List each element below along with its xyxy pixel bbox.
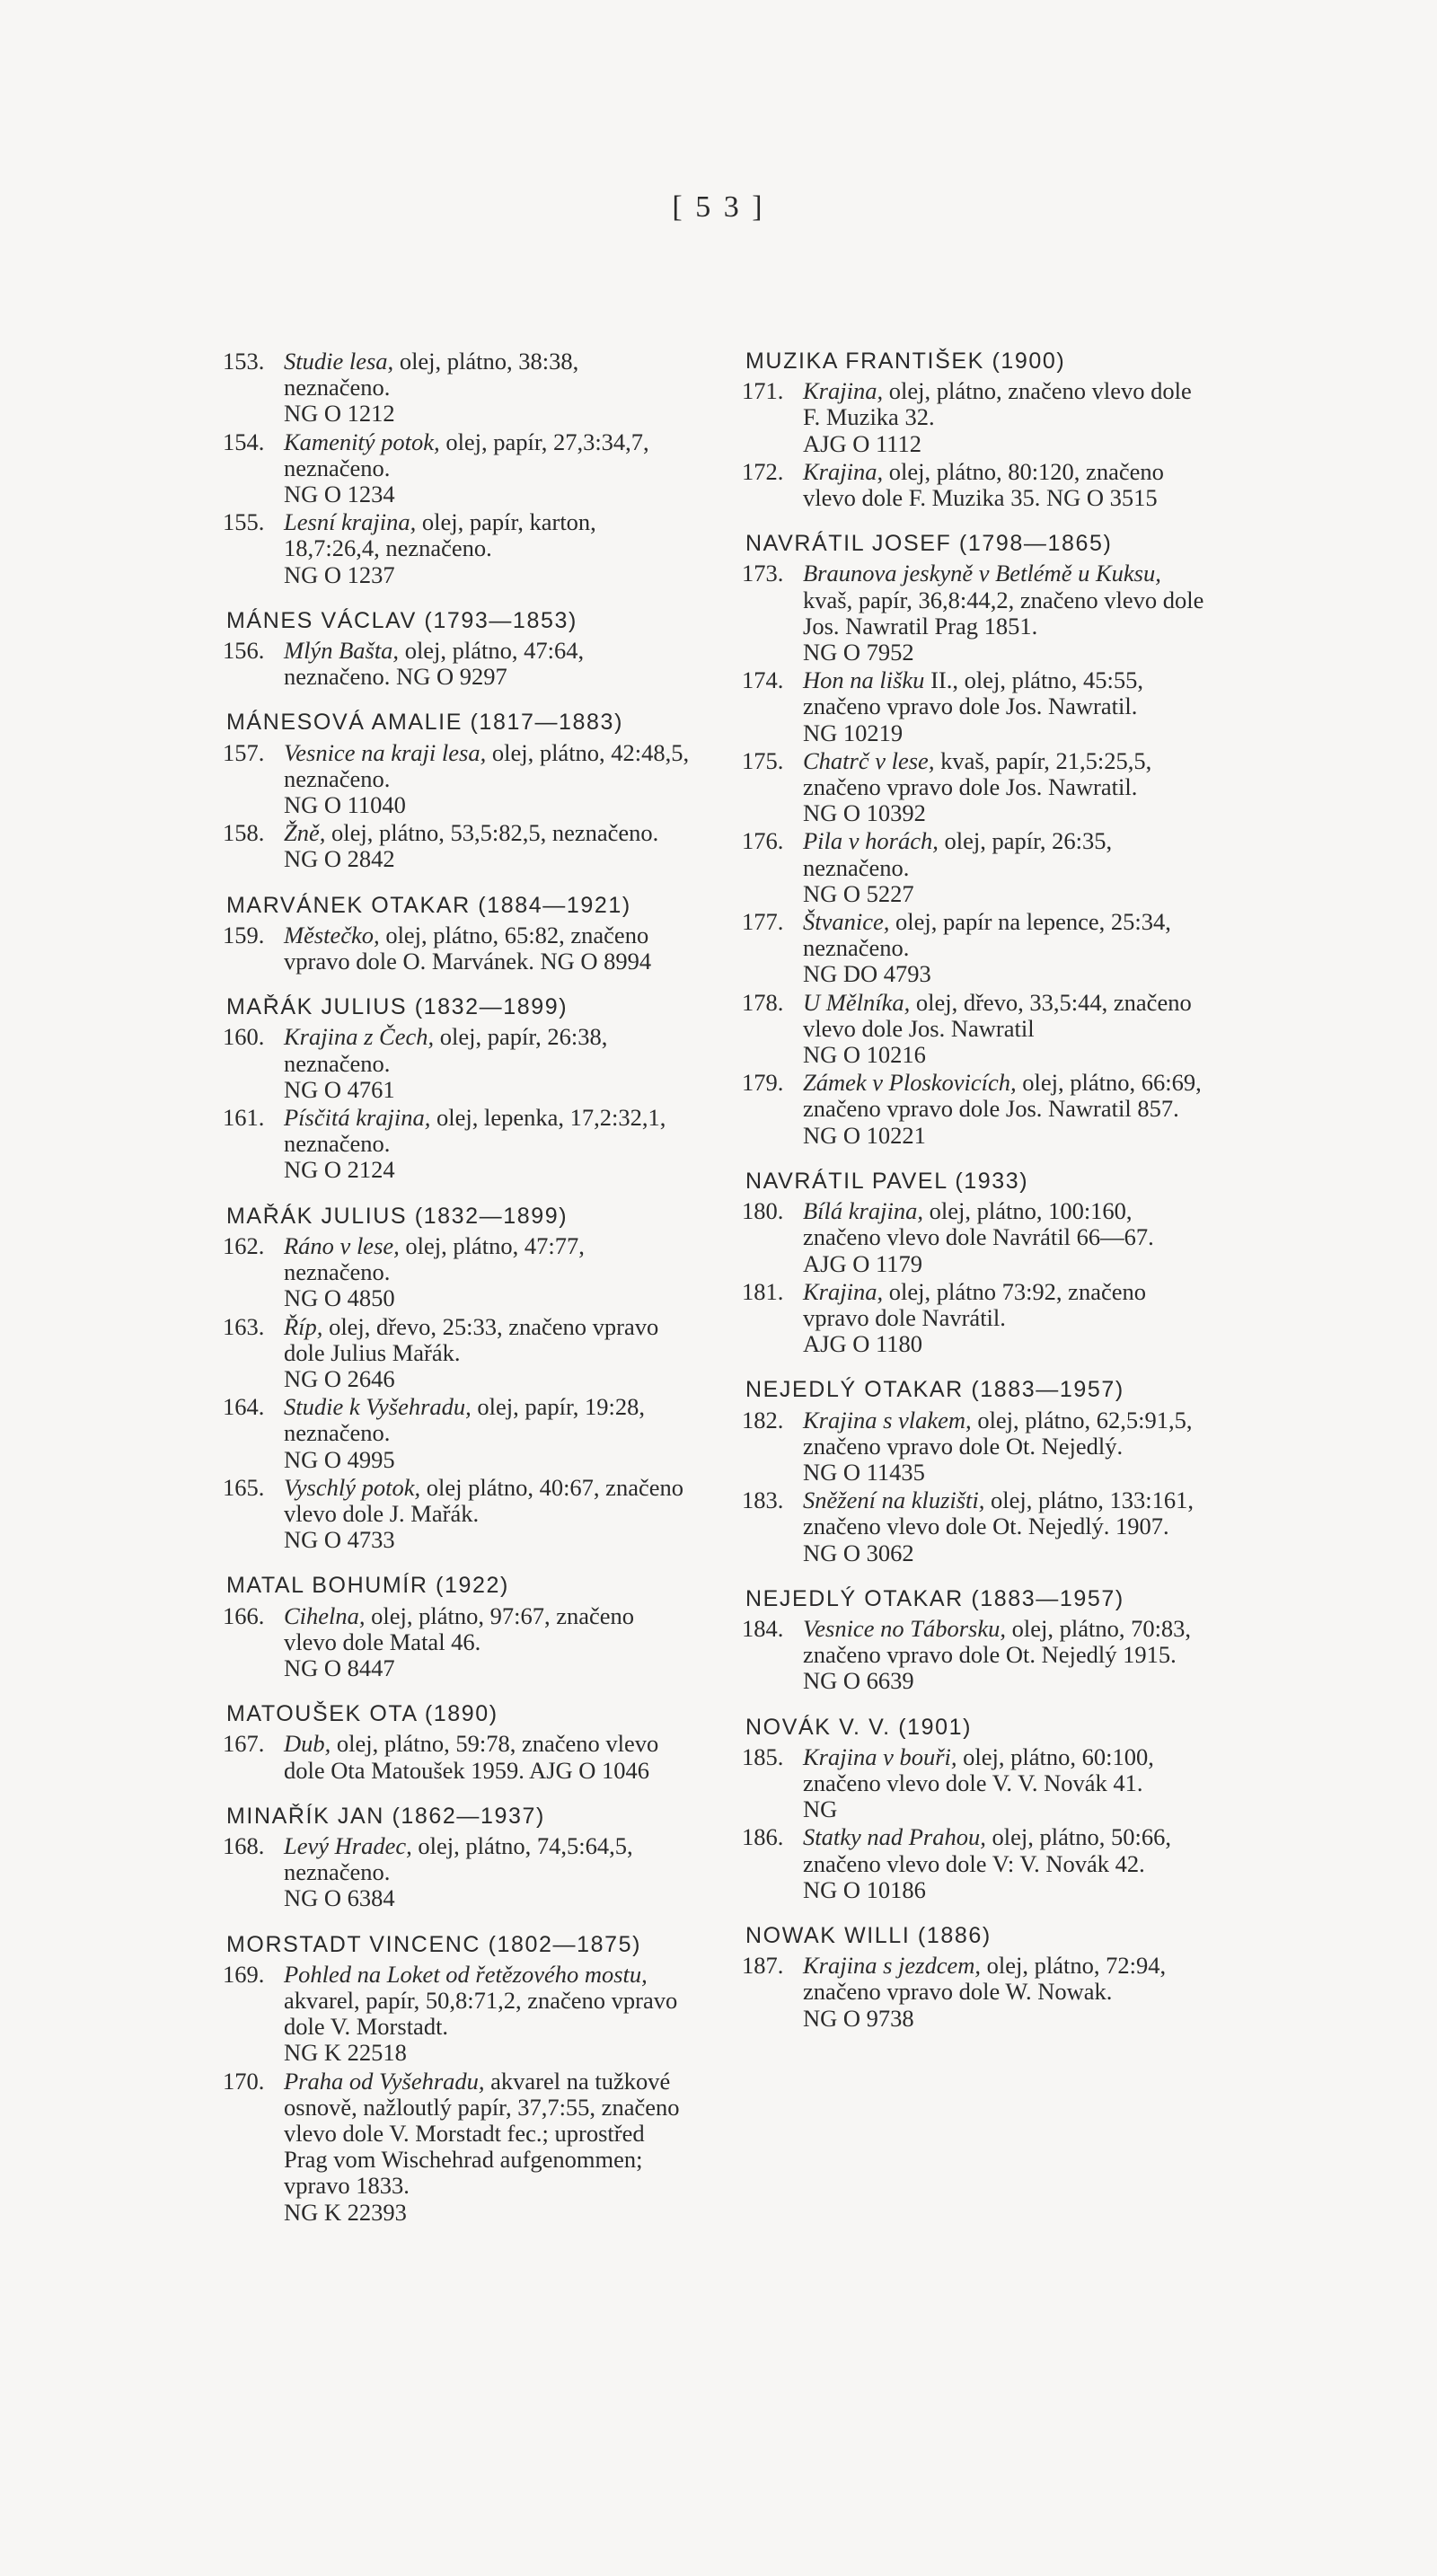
artwork-details: olej, papír na lepence, 25:34, neznačeno. (803, 908, 1171, 962)
catalog-entry (223, 740, 690, 819)
entry-body (803, 1953, 1209, 2032)
artwork-details: olej, plátno, 72:94, značeno vpravo dole W. Nowak. (803, 1952, 1167, 2006)
artwork-details: olej, plátno, 74,5:64,5, neznačeno. (284, 1831, 633, 1886)
artwork-details: olej, papír, 27,3:34,7, neznačeno. (284, 428, 649, 481)
catalog-entry (742, 748, 1209, 827)
inventory-number: NG O 1212 (284, 400, 395, 428)
entry-body (284, 1233, 690, 1312)
inventory-number: NG O 4995 (284, 1445, 395, 1473)
inventory-number: NG O 8447 (284, 1654, 395, 1681)
inventory-number: NG K 22393 (284, 2198, 407, 2226)
artist-heading: NAVRÁTIL JOSEF (1798—1865) (745, 531, 1113, 557)
entry-number: 180. (742, 1197, 784, 1225)
artist-heading: MATOUŠEK OTA (1890) (226, 1701, 498, 1727)
inventory-number: AJG O 1180 (803, 1330, 922, 1358)
artwork-details: olej, plátno, 133:161, značeno vlevo dole Ot. Nejedlý. 1907. (803, 1486, 1195, 1540)
artwork-details: olej, plátno, 97:67, značeno vlevo dole Matal 46. (284, 1601, 635, 1655)
entry-number: 173. (742, 560, 784, 587)
page-number: [ 5 3 ] (672, 190, 765, 224)
entry-number: 166. (223, 1601, 265, 1629)
entry-number: 183. (742, 1486, 784, 1514)
artist-heading: MAŘÁK JULIUS (1832—1899) (226, 994, 569, 1020)
entry-body (803, 667, 1209, 746)
artist-heading: NAVRÁTIL PAVEL (1933) (745, 1168, 1029, 1194)
artwork-details: olej, plátno, 59:78, značeno vlevo dole Ota Matoušek 1959. AJG O 1046 (284, 1730, 659, 1784)
artwork-title: Cihelna, (284, 1601, 366, 1629)
inventory-number: NG O 11040 (284, 791, 406, 819)
catalog-entry (742, 1070, 1209, 1149)
catalog-entry (742, 990, 1209, 1069)
entry-body (284, 820, 690, 872)
inventory-number: AJG O 1179 (803, 1249, 922, 1277)
catalog-entry (223, 1731, 690, 1783)
inventory-number: NG O 6384 (284, 1884, 395, 1912)
artist-heading: MÁNESOVÁ AMALIE (1817—1883) (226, 710, 623, 736)
artwork-details: olej, plátno, 66:69, značeno vpravo dole Jos. Nawratil 857. (803, 1069, 1202, 1123)
entry-number: 168. (223, 1831, 265, 1859)
catalog-entry (742, 560, 1209, 666)
artwork-title: Kamenitý potok, (284, 428, 440, 455)
artwork-details: olej, plátno, 70:83, značeno vpravo dole Ot. Nejedlý 1915. (803, 1614, 1192, 1669)
entry-body (803, 748, 1209, 827)
entry-number: 164. (223, 1393, 265, 1421)
entry-body (284, 1314, 690, 1393)
catalog-entry (742, 1744, 1209, 1823)
entry-body (803, 1824, 1209, 1903)
entry-body (284, 1105, 690, 1184)
entry-number: 159. (223, 921, 265, 948)
catalog-entry (742, 909, 1209, 988)
inventory-number: NG O 6639 (803, 1667, 914, 1695)
entry-number: 165. (223, 1473, 265, 1501)
catalog-entry (223, 1233, 690, 1312)
artist-heading: MUZIKA FRANTIŠEK (1900) (745, 348, 1066, 374)
artwork-details: akvarel na tužkové osnově, nažloutlý papír, 37,7:55, značeno vlevo dole V. Morstadt fec.; uprostřed Prag vom Wischehrad aufgenommen; vpravo 1833. (284, 2067, 680, 2200)
inventory-number: NG O 10186 (803, 1875, 926, 1903)
entry-number: 177. (742, 908, 784, 936)
inventory-number: NG O 1234 (284, 481, 395, 508)
artwork-details: olej, dřevo, 33,5:44, značeno vlevo dole Jos. Nawratil (803, 988, 1192, 1042)
catalog-entry (742, 378, 1209, 457)
artwork-title: Studie k Vyšehradu, (284, 1393, 472, 1421)
inventory-number: NG O 1237 (284, 560, 395, 588)
artwork-title: Chatrč v lese, (803, 746, 935, 774)
entry-body (803, 1070, 1209, 1149)
artwork-title: Hon na lišku (803, 666, 925, 694)
artwork-details: olej, plátno 73:92, značeno vpravo dole Navrátil. (803, 1277, 1146, 1331)
entry-body (803, 1487, 1209, 1566)
artwork-details: olej, papír, 26:35, neznačeno. (803, 827, 1113, 881)
entry-number: 184. (742, 1614, 784, 1642)
entry-body (803, 1744, 1209, 1823)
catalog-entry (742, 459, 1209, 511)
catalog-entry (742, 1616, 1209, 1695)
inventory-number: NG O 5227 (803, 879, 914, 907)
artwork-details: akvarel, papír, 50,8:71,2, značeno vpravo dole V. Morstadt. (284, 1986, 678, 2041)
artwork-title: Mlýn Bašta, (284, 637, 400, 665)
artwork-details: olej, plátno, 62,5:91,5, značeno vpravo dole Ot. Nejedlý. (803, 1406, 1193, 1460)
catalog-entry (742, 828, 1209, 907)
catalog-entry (223, 2069, 690, 2226)
entry-body (803, 1407, 1209, 1486)
entry-body (284, 2069, 690, 2226)
catalog-entry (223, 1475, 690, 1554)
entry-body (284, 1394, 690, 1473)
artwork-title: Statky nad Prahou, (803, 1823, 986, 1851)
catalog-entry (223, 348, 690, 428)
entry-body (284, 1475, 690, 1554)
entry-number: 167. (223, 1730, 265, 1758)
artwork-title: Říp, (284, 1312, 323, 1340)
artwork-details: olej, dřevo, 25:33, značeno vpravo dole Julius Mařák. (284, 1312, 659, 1366)
artwork-title: Zámek v Ploskovicích, (803, 1069, 1017, 1097)
artwork-title: Lesní krajina, (284, 508, 417, 536)
right-column (742, 348, 1209, 2033)
inventory-number: NG O 11435 (803, 1458, 925, 1486)
artwork-title: Písčitá krajina, (284, 1104, 431, 1132)
artwork-details: olej, plátno, 65:82, značeno vpravo dole O. Marvánek. NG O 8994 (284, 921, 652, 975)
artwork-details: olej plátno, 40:67, značeno vlevo dole J. Mařák. (284, 1473, 683, 1527)
entry-number: 179. (742, 1069, 784, 1097)
catalog-entry (742, 1279, 1209, 1358)
artwork-details: olej, plátno, 47:77, neznačeno. (284, 1231, 585, 1286)
entry-body (284, 740, 690, 819)
inventory-number: NG K 22518 (284, 2039, 407, 2067)
artwork-details: olej, plátno, 53,5:82,5, neznačeno. NG O 2842 (284, 819, 659, 873)
inventory-number: NG O 9738 (803, 2004, 914, 2032)
entry-number: 163. (223, 1312, 265, 1340)
artist-heading: MORSTADT VINCENC (1802—1875) (226, 1931, 642, 1957)
artwork-title: Žně, (284, 819, 326, 847)
entry-body (284, 922, 690, 975)
entry-number: 185. (742, 1742, 784, 1770)
inventory-number: NG O 3062 (803, 1539, 914, 1566)
artwork-details: olej, plátno, 50:66, značeno vlevo dole V: V. Novák 42. (803, 1823, 1171, 1877)
artwork-title: Krajina v bouři, (803, 1742, 957, 1770)
artwork-details: olej, plátno, značeno vlevo dole F. Muzika 32. (803, 377, 1192, 431)
catalog-entry (223, 638, 690, 690)
artwork-details: olej, plátno, 42:48,5, neznačeno. (284, 738, 690, 792)
artwork-title: Vesnice no Táborsku, (803, 1614, 1006, 1642)
inventory-number: NG O 10221 (803, 1121, 926, 1149)
catalog-entry (223, 429, 690, 508)
artwork-details: olej, plátno, 60:100, značeno vlevo dole V. V. Novák 41. (803, 1742, 1154, 1796)
catalog-entry (223, 1603, 690, 1682)
entry-number: 155. (223, 508, 265, 536)
catalog-entry (223, 820, 690, 872)
artwork-details: olej, lepenka, 17,2:32,1, neznačeno. (284, 1104, 666, 1158)
entry-body (284, 509, 690, 588)
entry-number: 169. (223, 1960, 265, 1988)
artwork-title: Krajina s vlakem, (803, 1406, 972, 1434)
entry-body (803, 459, 1209, 511)
artwork-title: Vesnice na kraji lesa, (284, 738, 487, 766)
inventory-number: NG O 4761 (284, 1075, 395, 1103)
entry-number: 176. (742, 827, 784, 855)
inventory-number: NG O 7952 (803, 639, 914, 666)
artwork-title: Levý Hradec, (284, 1831, 412, 1859)
catalog-entry (742, 1487, 1209, 1566)
catalog-entry (223, 1105, 690, 1184)
artwork-title: Braunova jeskyně v Betlémě u Kuksu, (803, 560, 1161, 587)
entry-body (284, 1024, 690, 1103)
entry-number: 158. (223, 819, 265, 847)
artwork-details: olej, plátno, 80:120, značeno vlevo dole F. Muzika 35. NG O 3515 (803, 457, 1164, 512)
entry-number: 175. (742, 746, 784, 774)
inventory-number: AJG O 1112 (803, 429, 922, 457)
inventory-number: NG O 10392 (803, 799, 926, 827)
artwork-title: Krajina, (803, 1277, 884, 1305)
artist-heading: NOWAK WILLI (1886) (745, 1922, 992, 1948)
artist-heading: MÁNES VÁCLAV (1793—1853) (226, 607, 577, 633)
catalog-entry (223, 1833, 690, 1912)
artist-heading: MARVÁNEK OTAKAR (1884—1921) (226, 892, 631, 918)
entry-number: 182. (742, 1406, 784, 1434)
catalog-entry (223, 1962, 690, 2067)
catalog-entry (742, 1824, 1209, 1903)
artwork-title: Praha od Vyšehradu, (284, 2067, 485, 2095)
artwork-title: Pila v horách, (803, 827, 939, 855)
artwork-title: Krajina, (803, 457, 884, 485)
artwork-details: olej, plátno, 47:64, neznačeno. NG O 9297 (284, 637, 585, 691)
artwork-details: olej, papír, 26:38, neznačeno. (284, 1023, 608, 1077)
entry-number: 172. (742, 457, 784, 485)
artwork-title: U Mělníka, (803, 988, 911, 1016)
inventory-number: NG O 4850 (284, 1284, 395, 1312)
artwork-title: Vyschlý potok, (284, 1473, 421, 1501)
entry-number: 170. (223, 2067, 265, 2095)
artwork-title: Pohled na Loket od řetězového mostu, (284, 1960, 648, 1988)
artwork-details: olej, plátno, 100:160, značeno vlevo dole Navrátil 66—67. (803, 1197, 1154, 1251)
inventory-number: NG O 2646 (284, 1364, 395, 1392)
entry-number: 181. (742, 1277, 784, 1305)
entry-body (284, 1833, 690, 1912)
inventory-number: NG O 2124 (284, 1156, 395, 1184)
entry-number: 174. (742, 666, 784, 694)
artwork-title: Městečko, (284, 921, 380, 948)
entry-body (803, 378, 1209, 457)
catalog-entry (223, 509, 690, 588)
artwork-title: Štvanice, (803, 908, 890, 936)
entry-body (803, 1198, 1209, 1277)
artist-heading: MAŘÁK JULIUS (1832—1899) (226, 1203, 569, 1229)
inventory-number: NG DO 4793 (803, 960, 931, 988)
inventory-number: NG 10219 (803, 719, 904, 746)
artwork-details: olej, papír, karton, 18,7:26,4, neznačeno. (284, 508, 596, 562)
artwork-title: Sněžení na kluzišti, (803, 1486, 985, 1514)
inventory-number: NG (803, 1795, 838, 1823)
entry-number: 153. (223, 348, 265, 375)
artwork-details: olej, plátno, 38:38, neznačeno. (284, 348, 579, 401)
entry-body (803, 828, 1209, 907)
artist-heading: MATAL BOHUMÍR (1922) (226, 1573, 509, 1599)
entry-body (284, 1962, 690, 2067)
artwork-details: kvaš, papír, 21,5:25,5, značeno vpravo dole Jos. Nawratil. (803, 746, 1152, 801)
catalog-entry (223, 1314, 690, 1393)
entry-body (284, 1603, 690, 1682)
artwork-title: Ráno v lese, (284, 1231, 400, 1259)
artwork-title: Studie lesa, (284, 348, 394, 375)
entry-number: 162. (223, 1231, 265, 1259)
entry-body (284, 1731, 690, 1783)
artwork-details: II., olej, plátno, 45:55, značeno vpravo dole Jos. Nawratil. (803, 666, 1144, 720)
artist-heading: MINAŘÍK JAN (1862—1937) (226, 1803, 545, 1829)
artwork-title: Krajina s jezdcem, (803, 1952, 981, 1980)
entry-number: 187. (742, 1952, 784, 1980)
catalog-entry (742, 1407, 1209, 1486)
entry-body (284, 429, 690, 508)
inventory-number: NG O 10216 (803, 1041, 926, 1069)
artwork-title: Bílá krajina, (803, 1197, 923, 1225)
catalog-entry (742, 1953, 1209, 2032)
entry-body (803, 1616, 1209, 1695)
entry-number: 154. (223, 428, 265, 455)
entry-number: 178. (742, 988, 784, 1016)
artwork-details: kvaš, papír, 36,8:44,2, značeno vlevo dole Jos. Nawratil Prag 1851. (803, 586, 1204, 640)
catalog-entry (223, 1024, 690, 1103)
entry-number: 171. (742, 377, 784, 405)
catalog-entry (223, 922, 690, 975)
artwork-title: Dub, (284, 1730, 331, 1758)
entry-body (803, 990, 1209, 1069)
entry-body (803, 560, 1209, 666)
artist-heading: NOVÁK V. V. (1901) (745, 1714, 973, 1740)
artwork-title: Krajina z Čech, (284, 1023, 435, 1051)
entry-number: 157. (223, 738, 265, 766)
entry-number: 186. (742, 1823, 784, 1851)
inventory-number: NG O 4733 (284, 1526, 395, 1554)
artist-heading: NEJEDLÝ OTAKAR (1883—1957) (745, 1585, 1124, 1611)
catalog-entry (223, 1394, 690, 1473)
entry-number: 160. (223, 1023, 265, 1051)
entry-body (803, 909, 1209, 988)
artwork-details: olej, papír, 19:28, neznačeno. (284, 1393, 646, 1447)
entry-number: 161. (223, 1104, 265, 1132)
catalog-entry (742, 667, 1209, 746)
entry-body (284, 638, 690, 690)
artist-heading: NEJEDLÝ OTAKAR (1883—1957) (745, 1377, 1124, 1403)
left-column (223, 348, 690, 2228)
catalog-entry (742, 1198, 1209, 1277)
entry-number: 156. (223, 637, 265, 665)
entry-body (284, 348, 690, 428)
artwork-title: Krajina, (803, 377, 884, 405)
entry-body (803, 1279, 1209, 1358)
